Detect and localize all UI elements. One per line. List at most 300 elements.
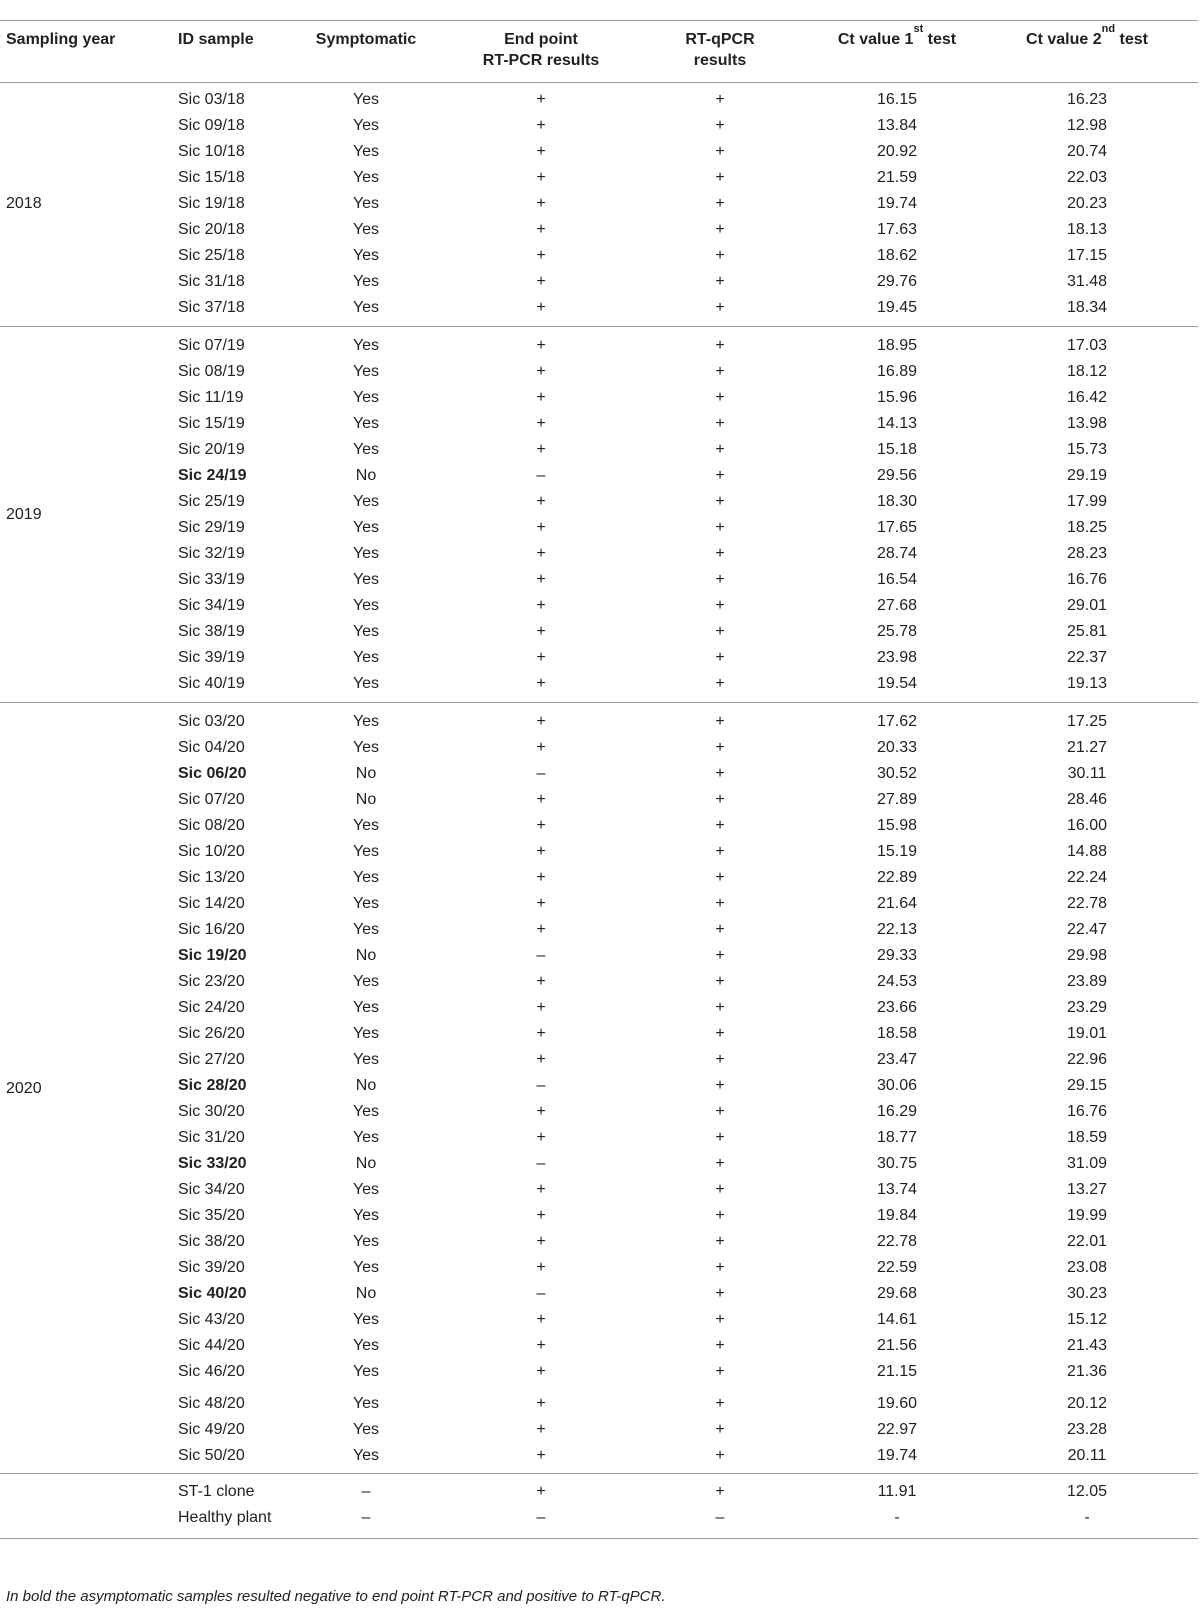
cell-id-sample: Sic 30/20: [178, 1103, 245, 1120]
cell-id-sample: Sic 33/20: [178, 1155, 247, 1172]
cell-endpoint-result: +: [536, 195, 546, 212]
cell-symptomatic: Yes: [352, 623, 380, 640]
cell-rtqpcr-result: +: [715, 1155, 725, 1172]
cell-rtqpcr-result: +: [715, 1311, 725, 1328]
cell-ct-first: 18.30: [876, 493, 918, 510]
cell-ct-first: 24.53: [876, 973, 918, 990]
cell-id-sample: Sic 26/20: [178, 1025, 245, 1042]
cell-ct-second: 14.88: [1066, 843, 1108, 860]
cell-ct-first: 16.54: [876, 571, 918, 588]
cell-id-sample: Sic 10/20: [178, 843, 245, 860]
cell-rtqpcr-result: +: [715, 843, 725, 860]
cell-ct-first: 16.29: [876, 1103, 918, 1120]
cell-symptomatic: Yes: [352, 1181, 380, 1198]
cell-ct-second: 16.42: [1066, 389, 1108, 406]
cell-id-sample: Sic 40/20: [178, 1285, 247, 1302]
cell-rtqpcr-result: +: [715, 247, 725, 264]
cell-endpoint-result: +: [536, 247, 546, 264]
header-ct-first: [837, 22, 957, 50]
cell-symptomatic: Yes: [352, 597, 380, 614]
cell-symptomatic: Yes: [352, 545, 380, 562]
cell-ct-first: 23.66: [876, 999, 918, 1016]
cell-endpoint-result: +: [536, 843, 546, 860]
table-bottom-rule: [0, 1538, 1198, 1539]
cell-rtqpcr-result: +: [715, 1233, 725, 1250]
cell-symptomatic: Yes: [352, 1337, 380, 1354]
cell-endpoint-result: +: [536, 1025, 546, 1042]
cell-ct-second: 16.23: [1066, 91, 1108, 108]
header-rtqpcr-line2: results: [693, 52, 747, 69]
cell-rtqpcr-result: +: [715, 415, 725, 432]
cell-ct-first: 13.84: [876, 117, 918, 134]
header-ct-first-text: Ct value 1: [837, 31, 914, 48]
cell-id-sample: Sic 14/20: [178, 895, 245, 912]
cell-symptomatic: Yes: [352, 273, 380, 290]
cell-symptomatic: –: [361, 1483, 371, 1500]
cell-symptomatic: Yes: [352, 1233, 380, 1250]
cell-rtqpcr-result: +: [715, 1483, 725, 1500]
cell-id-sample: Sic 20/18: [178, 221, 245, 238]
cell-endpoint-result: +: [536, 1051, 546, 1068]
cell-rtqpcr-result: +: [715, 299, 725, 316]
cell-rtqpcr-result: +: [715, 91, 725, 108]
cell-endpoint-result: +: [536, 1259, 546, 1276]
cell-endpoint-result: +: [536, 1129, 546, 1146]
group-separator-rule: [0, 326, 1198, 327]
cell-endpoint-result: +: [536, 1233, 546, 1250]
cell-symptomatic: No: [355, 947, 377, 964]
cell-ct-first: 16.89: [876, 363, 918, 380]
cell-endpoint-result: +: [536, 1337, 546, 1354]
cell-ct-first: 17.62: [876, 713, 918, 730]
cell-rtqpcr-result: +: [715, 1259, 725, 1276]
cell-ct-first: 22.89: [876, 869, 918, 886]
cell-endpoint-result: +: [536, 713, 546, 730]
cell-id-sample: Sic 07/20: [178, 791, 245, 808]
cell-ct-second: 29.01: [1066, 597, 1108, 614]
cell-id-sample: Sic 28/20: [178, 1077, 247, 1094]
cell-id-sample: Sic 19/20: [178, 947, 247, 964]
cell-rtqpcr-result: +: [715, 1337, 725, 1354]
cell-rtqpcr-result: +: [715, 389, 725, 406]
cell-endpoint-result: +: [536, 1103, 546, 1120]
cell-ct-first: 27.89: [876, 791, 918, 808]
cell-rtqpcr-result: +: [715, 1129, 725, 1146]
cell-symptomatic: Yes: [352, 1207, 380, 1224]
header-endpoint-line1: End point: [504, 31, 578, 48]
cell-endpoint-result: +: [536, 1207, 546, 1224]
cell-rtqpcr-result: +: [715, 195, 725, 212]
cell-symptomatic: Yes: [352, 389, 380, 406]
cell-ct-second: 19.99: [1066, 1207, 1108, 1224]
cell-symptomatic: Yes: [352, 1259, 380, 1276]
header-sampling-year: Sampling year: [6, 31, 116, 48]
header-ct-second: [1026, 22, 1148, 50]
cell-ct-second: 18.13: [1066, 221, 1108, 238]
cell-endpoint-result: +: [536, 921, 546, 938]
cell-rtqpcr-result: +: [715, 1421, 725, 1438]
cell-rtqpcr-result: +: [715, 1363, 725, 1380]
cell-ct-second: 25.81: [1066, 623, 1108, 640]
cell-ct-second: 28.46: [1066, 791, 1108, 808]
cell-id-sample: Sic 08/19: [178, 363, 245, 380]
cell-id-sample: Sic 27/20: [178, 1051, 245, 1068]
cell-id-sample: ST-1 clone: [178, 1483, 255, 1500]
cell-id-sample: Sic 03/20: [178, 713, 245, 730]
cell-ct-first: 29.33: [876, 947, 918, 964]
cell-id-sample: Sic 34/20: [178, 1181, 245, 1198]
cell-ct-second: 23.89: [1066, 973, 1108, 990]
cell-symptomatic: No: [355, 791, 377, 808]
cell-sampling-year: 2020: [6, 1080, 42, 1097]
cell-rtqpcr-result: +: [715, 739, 725, 756]
cell-rtqpcr-result: +: [715, 947, 725, 964]
cell-rtqpcr-result: +: [715, 337, 725, 354]
cell-rtqpcr-result: –: [715, 1509, 725, 1526]
cell-symptomatic: Yes: [352, 117, 380, 134]
cell-endpoint-result: –: [536, 467, 546, 484]
cell-ct-first: 15.98: [876, 817, 918, 834]
cell-id-sample: Sic 11/19: [178, 389, 244, 406]
cell-rtqpcr-result: +: [715, 169, 725, 186]
cell-ct-first: 14.13: [876, 415, 918, 432]
cell-ct-second: 19.01: [1066, 1025, 1108, 1042]
cell-endpoint-result: –: [536, 1155, 546, 1172]
cell-symptomatic: Yes: [352, 169, 380, 186]
cell-endpoint-result: +: [536, 143, 546, 160]
cell-ct-second: 22.47: [1066, 921, 1108, 938]
cell-ct-second: 18.34: [1066, 299, 1108, 316]
cell-ct-first: 15.96: [876, 389, 918, 406]
cell-rtqpcr-result: +: [715, 571, 725, 588]
cell-rtqpcr-result: +: [715, 1395, 725, 1412]
cell-rtqpcr-result: +: [715, 1103, 725, 1120]
cell-ct-first: 29.68: [876, 1285, 918, 1302]
cell-rtqpcr-result: +: [715, 545, 725, 562]
cell-endpoint-result: +: [536, 273, 546, 290]
cell-endpoint-result: +: [536, 597, 546, 614]
cell-endpoint-result: +: [536, 1363, 546, 1380]
cell-symptomatic: Yes: [352, 713, 380, 730]
cell-symptomatic: Yes: [352, 571, 380, 588]
cell-symptomatic: Yes: [352, 1311, 380, 1328]
cell-ct-first: 21.64: [876, 895, 918, 912]
cell-ct-first: 23.47: [876, 1051, 918, 1068]
cell-rtqpcr-result: +: [715, 1207, 725, 1224]
cell-endpoint-result: –: [536, 765, 546, 782]
cell-ct-first: 21.59: [876, 169, 918, 186]
cell-ct-first: 15.18: [876, 441, 918, 458]
cell-ct-second: 18.59: [1066, 1129, 1108, 1146]
cell-id-sample: Sic 23/20: [178, 973, 245, 990]
cell-ct-second: 29.98: [1066, 947, 1108, 964]
table-top-rule: [0, 20, 1198, 21]
cell-ct-second: 23.29: [1066, 999, 1108, 1016]
cell-ct-first: 19.84: [876, 1207, 918, 1224]
cell-id-sample: Sic 31/18: [178, 273, 245, 290]
cell-ct-first: 11.91: [877, 1483, 917, 1500]
cell-ct-first: 19.74: [876, 195, 918, 212]
header-symptomatic: Symptomatic: [315, 31, 417, 48]
cell-symptomatic: Yes: [352, 1025, 380, 1042]
cell-endpoint-result: +: [536, 1483, 546, 1500]
cell-id-sample: Sic 39/19: [178, 649, 245, 666]
cell-id-sample: Sic 07/19: [178, 337, 245, 354]
cell-id-sample: Sic 10/18: [178, 143, 245, 160]
cell-sampling-year: 2019: [6, 506, 42, 523]
cell-symptomatic: Yes: [352, 1447, 380, 1464]
cell-endpoint-result: +: [536, 999, 546, 1016]
cell-endpoint-result: +: [536, 895, 546, 912]
cell-symptomatic: No: [355, 1077, 377, 1094]
cell-id-sample: Sic 48/20: [178, 1395, 245, 1412]
cell-rtqpcr-result: +: [715, 973, 725, 990]
cell-symptomatic: Yes: [352, 363, 380, 380]
cell-endpoint-result: +: [536, 675, 546, 692]
cell-ct-second: 21.27: [1066, 739, 1108, 756]
cell-id-sample: Sic 39/20: [178, 1259, 245, 1276]
cell-ct-second: 23.28: [1066, 1421, 1108, 1438]
cell-rtqpcr-result: +: [715, 1181, 725, 1198]
cell-ct-first: 22.59: [876, 1259, 918, 1276]
cell-ct-second: 31.09: [1066, 1155, 1108, 1172]
header-rtqpcr: [685, 29, 754, 71]
cell-ct-second: 16.76: [1066, 1103, 1108, 1120]
cell-rtqpcr-result: +: [715, 999, 725, 1016]
cell-rtqpcr-result: +: [715, 713, 725, 730]
cell-symptomatic: Yes: [352, 675, 380, 692]
cell-ct-first: 22.78: [876, 1233, 918, 1250]
cell-symptomatic: Yes: [352, 195, 380, 212]
cell-symptomatic: Yes: [352, 247, 380, 264]
cell-symptomatic: Yes: [352, 843, 380, 860]
cell-ct-second: 29.19: [1066, 467, 1108, 484]
header-ct-second-suffix: test: [1115, 31, 1148, 48]
cell-endpoint-result: –: [536, 1077, 546, 1094]
cell-id-sample: Sic 44/20: [178, 1337, 245, 1354]
cell-id-sample: Sic 25/19: [178, 493, 245, 510]
cell-ct-first: 16.15: [876, 91, 918, 108]
header-bottom-rule: [0, 82, 1198, 83]
header-endpoint-line2: RT-PCR results: [482, 52, 600, 69]
cell-ct-second: 16.76: [1066, 571, 1108, 588]
cell-id-sample: Sic 04/20: [178, 739, 245, 756]
cell-rtqpcr-result: +: [715, 765, 725, 782]
cell-ct-second: 22.24: [1066, 869, 1108, 886]
cell-rtqpcr-result: +: [715, 1025, 725, 1042]
cell-ct-second: 13.98: [1066, 415, 1108, 432]
cell-endpoint-result: +: [536, 1395, 546, 1412]
cell-id-sample: Sic 37/18: [178, 299, 245, 316]
cell-endpoint-result: +: [536, 545, 546, 562]
cell-ct-first: 13.74: [876, 1181, 918, 1198]
cell-ct-first: 19.45: [876, 299, 918, 316]
cell-ct-second: 22.78: [1066, 895, 1108, 912]
cell-id-sample: Sic 24/20: [178, 999, 245, 1016]
cell-rtqpcr-result: +: [715, 467, 725, 484]
cell-symptomatic: Yes: [352, 1363, 380, 1380]
cell-id-sample: Sic 32/19: [178, 545, 245, 562]
cell-id-sample: Sic 40/19: [178, 675, 245, 692]
cell-id-sample: Healthy plant: [178, 1509, 272, 1526]
cell-ct-second: -: [1084, 1509, 1090, 1526]
cell-symptomatic: –: [361, 1509, 371, 1526]
cell-ct-first: 18.95: [876, 337, 918, 354]
cell-ct-first: 18.62: [876, 247, 918, 264]
cell-symptomatic: Yes: [352, 1051, 380, 1068]
cell-ct-second: 30.23: [1066, 1285, 1108, 1302]
cell-endpoint-result: +: [536, 221, 546, 238]
cell-endpoint-result: +: [536, 169, 546, 186]
header-endpoint: [483, 29, 599, 71]
cell-symptomatic: Yes: [352, 1129, 380, 1146]
cell-id-sample: Sic 31/20: [178, 1129, 245, 1146]
cell-ct-second: 22.96: [1066, 1051, 1108, 1068]
cell-symptomatic: Yes: [352, 221, 380, 238]
cell-symptomatic: Yes: [352, 973, 380, 990]
cell-endpoint-result: –: [536, 947, 546, 964]
cell-ct-second: 17.03: [1066, 337, 1108, 354]
cell-id-sample: Sic 13/20: [178, 869, 245, 886]
cell-symptomatic: Yes: [352, 999, 380, 1016]
cell-endpoint-result: +: [536, 817, 546, 834]
cell-symptomatic: No: [355, 765, 377, 782]
cell-endpoint-result: +: [536, 1311, 546, 1328]
cell-ct-first: 22.97: [876, 1421, 918, 1438]
cell-rtqpcr-result: +: [715, 921, 725, 938]
cell-ct-first: 19.74: [876, 1447, 918, 1464]
cell-ct-first: 20.33: [876, 739, 918, 756]
cell-ct-first: 29.76: [876, 273, 918, 290]
cell-ct-first: 18.58: [876, 1025, 918, 1042]
cell-id-sample: Sic 35/20: [178, 1207, 245, 1224]
header-ct-second-sup: nd: [1101, 22, 1116, 35]
header-ct-second-text: Ct value 2: [1026, 31, 1102, 48]
cell-endpoint-result: –: [536, 1285, 546, 1302]
cell-endpoint-result: +: [536, 869, 546, 886]
cell-ct-second: 23.08: [1066, 1259, 1108, 1276]
cell-symptomatic: Yes: [352, 493, 380, 510]
cell-endpoint-result: +: [536, 739, 546, 756]
cell-endpoint-result: +: [536, 389, 546, 406]
cell-ct-first: 17.65: [876, 519, 918, 536]
cell-rtqpcr-result: +: [715, 817, 725, 834]
cell-ct-first: 30.52: [876, 765, 918, 782]
cell-rtqpcr-result: +: [715, 1077, 725, 1094]
cell-endpoint-result: +: [536, 299, 546, 316]
cell-symptomatic: Yes: [352, 299, 380, 316]
cell-symptomatic: Yes: [352, 91, 380, 108]
cell-rtqpcr-result: +: [715, 623, 725, 640]
cell-rtqpcr-result: +: [715, 869, 725, 886]
header-ct-first-suffix: test: [923, 31, 957, 48]
cell-id-sample: Sic 29/19: [178, 519, 245, 536]
header-ct-first-sup: st: [913, 22, 924, 35]
cell-endpoint-result: –: [536, 1509, 546, 1526]
cell-symptomatic: No: [355, 467, 377, 484]
cell-rtqpcr-result: +: [715, 1285, 725, 1302]
cell-ct-second: 15.12: [1066, 1311, 1108, 1328]
cell-ct-first: 30.06: [876, 1077, 918, 1094]
cell-id-sample: Sic 20/19: [178, 441, 245, 458]
cell-ct-first: 22.13: [876, 921, 918, 938]
cell-ct-first: -: [894, 1509, 900, 1526]
cell-endpoint-result: +: [536, 519, 546, 536]
cell-endpoint-result: +: [536, 493, 546, 510]
cell-ct-second: 22.03: [1066, 169, 1108, 186]
cell-id-sample: Sic 15/18: [178, 169, 245, 186]
cell-rtqpcr-result: +: [715, 1447, 725, 1464]
cell-symptomatic: Yes: [352, 817, 380, 834]
cell-rtqpcr-result: +: [715, 143, 725, 160]
header-id-sample: ID sample: [178, 31, 254, 48]
cell-id-sample: Sic 46/20: [178, 1363, 245, 1380]
cell-id-sample: Sic 24/19: [178, 467, 247, 484]
table-footnote: In bold the asymptomatic samples resulted negative to end point RT-PCR and positive to RT-qPCR.: [6, 1588, 666, 1605]
cell-endpoint-result: +: [536, 441, 546, 458]
cell-symptomatic: Yes: [352, 921, 380, 938]
cell-rtqpcr-result: +: [715, 493, 725, 510]
cell-ct-first: 20.92: [876, 143, 918, 160]
cell-rtqpcr-result: +: [715, 117, 725, 134]
cell-id-sample: Sic 38/19: [178, 623, 245, 640]
cell-ct-second: 21.43: [1066, 1337, 1108, 1354]
cell-endpoint-result: +: [536, 623, 546, 640]
cell-ct-second: 22.01: [1066, 1233, 1108, 1250]
cell-ct-second: 20.74: [1066, 143, 1108, 160]
cell-endpoint-result: +: [536, 1181, 546, 1198]
group-separator-rule: [0, 1473, 1198, 1474]
cell-ct-second: 21.36: [1066, 1363, 1108, 1380]
header-rtqpcr-line1: RT-qPCR: [685, 31, 755, 48]
cell-endpoint-result: +: [536, 791, 546, 808]
cell-endpoint-result: +: [536, 91, 546, 108]
cell-ct-first: 15.19: [876, 843, 918, 860]
cell-id-sample: Sic 09/18: [178, 117, 245, 134]
cell-id-sample: Sic 34/19: [178, 597, 245, 614]
cell-endpoint-result: +: [536, 337, 546, 354]
cell-ct-first: 29.56: [876, 467, 918, 484]
group-separator-rule: [0, 702, 1198, 703]
cell-rtqpcr-result: +: [715, 649, 725, 666]
cell-id-sample: Sic 03/18: [178, 91, 245, 108]
cell-ct-second: 17.99: [1066, 493, 1108, 510]
cell-rtqpcr-result: +: [715, 441, 725, 458]
cell-ct-first: 14.61: [876, 1311, 918, 1328]
cell-ct-first: 19.54: [876, 675, 918, 692]
cell-id-sample: Sic 19/18: [178, 195, 245, 212]
cell-symptomatic: Yes: [352, 1395, 380, 1412]
cell-id-sample: Sic 08/20: [178, 817, 245, 834]
cell-rtqpcr-result: +: [715, 1051, 725, 1068]
cell-endpoint-result: +: [536, 571, 546, 588]
cell-id-sample: Sic 25/18: [178, 247, 245, 264]
cell-endpoint-result: +: [536, 363, 546, 380]
cell-symptomatic: Yes: [352, 415, 380, 432]
cell-rtqpcr-result: +: [715, 519, 725, 536]
cell-symptomatic: Yes: [352, 895, 380, 912]
cell-symptomatic: Yes: [352, 869, 380, 886]
cell-ct-first: 17.63: [876, 221, 918, 238]
cell-ct-second: 20.12: [1066, 1395, 1108, 1412]
cell-id-sample: Sic 15/19: [178, 415, 245, 432]
cell-ct-first: 27.68: [876, 597, 918, 614]
cell-ct-second: 20.11: [1067, 1447, 1107, 1464]
cell-id-sample: Sic 49/20: [178, 1421, 245, 1438]
cell-ct-first: 25.78: [876, 623, 918, 640]
cell-endpoint-result: +: [536, 973, 546, 990]
cell-ct-first: 28.74: [876, 545, 918, 562]
